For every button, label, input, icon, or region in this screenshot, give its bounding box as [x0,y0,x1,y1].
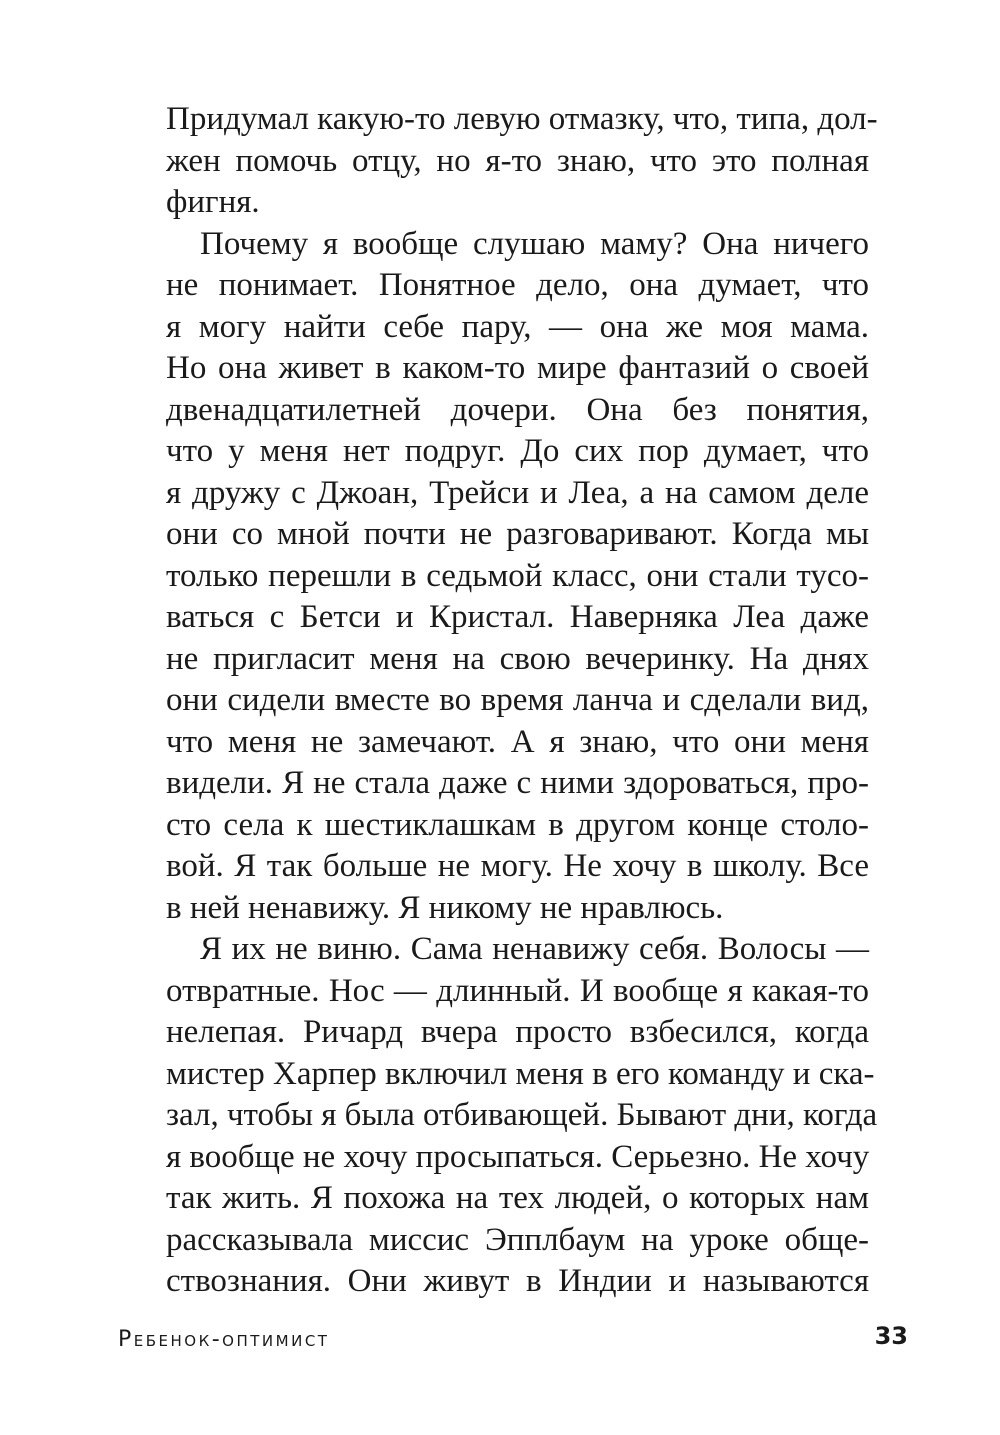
text-line: двенадцатилетней дочери. Она без понятия, [166,391,869,428]
text-line: что меня не замечают. А я знаю, что они меня [166,723,869,760]
text-line: я дружу с Джоан, Трейси и Леа, а на самом деле [166,474,869,511]
text-line: что у меня нет подруг. До сих пор думает, что [166,433,869,469]
text-line: рассказывала миссис Эпплбаум на уроке общe- [166,1221,869,1258]
running-title: Ребенок-оптимист [118,1327,330,1352]
text-line: так жить. Я похожа на тех людей, о которых нам [166,1180,869,1216]
text-line: только перешли в седьмой класс, они стали тусо- [166,557,869,594]
text-line: отвратные. Нос — длинный. И вообще я какая-то [166,972,869,1009]
text-line: вой. Я так больше не могу. Не хочу в школу. Все [166,848,869,884]
text-line: они сидели вместе во время ланча и сделали вид, [166,682,869,718]
text-line: видели. Я не стала даже с ними здороваться, про- [166,765,869,801]
text-line: Я их не виню. Сама ненавижу себя. Волосы — [200,931,869,967]
text-line: нелепая. Ричард вчера просто взбесился, когда [166,1014,869,1050]
page-number: 33 [874,1322,908,1350]
text-line: Придумал какую-то левую отмазку, что, типа, дол- [166,101,878,137]
text-line: ваться с Бетси и Кристал. Наверняка Леа даже [166,599,869,635]
text-line: жен помочь отцу, но я-то знаю, что это полная [166,142,869,179]
text-line: Почему я вообще слушаю маму? Она ничего [200,225,869,262]
text-line: Но она живет в каком-то мире фантазий о своей [166,350,869,386]
text-line: не пригласит меня на свою вечеринку. На днях [166,640,869,677]
text-line: ствознания. Они живут в Индии и называются [166,1263,869,1299]
text-line: зал, чтобы я была отбивающей. Бывают дни, когда [166,1097,878,1133]
text-line: не понимает. Понятное дело, она думает, что [166,267,869,303]
text-line: мистер Харпер включил меня в его команду и ска- [166,1055,875,1092]
text-line: я могу найти себе пару, — она же моя мама. [166,308,869,345]
text-line: я вообще не хочу просыпаться. Серьезно. Не хочу [166,1138,870,1175]
body-text [166,99,878,1303]
text-line: сто села к шестиклашкам в другом конце столо- [166,806,869,843]
text-line: они со мной почти не разговаривают. Когда мы [166,516,869,552]
text-line: в ней ненавижу. Я никому не нравлюсь. [166,889,724,926]
text-line: фигня. [166,184,260,220]
